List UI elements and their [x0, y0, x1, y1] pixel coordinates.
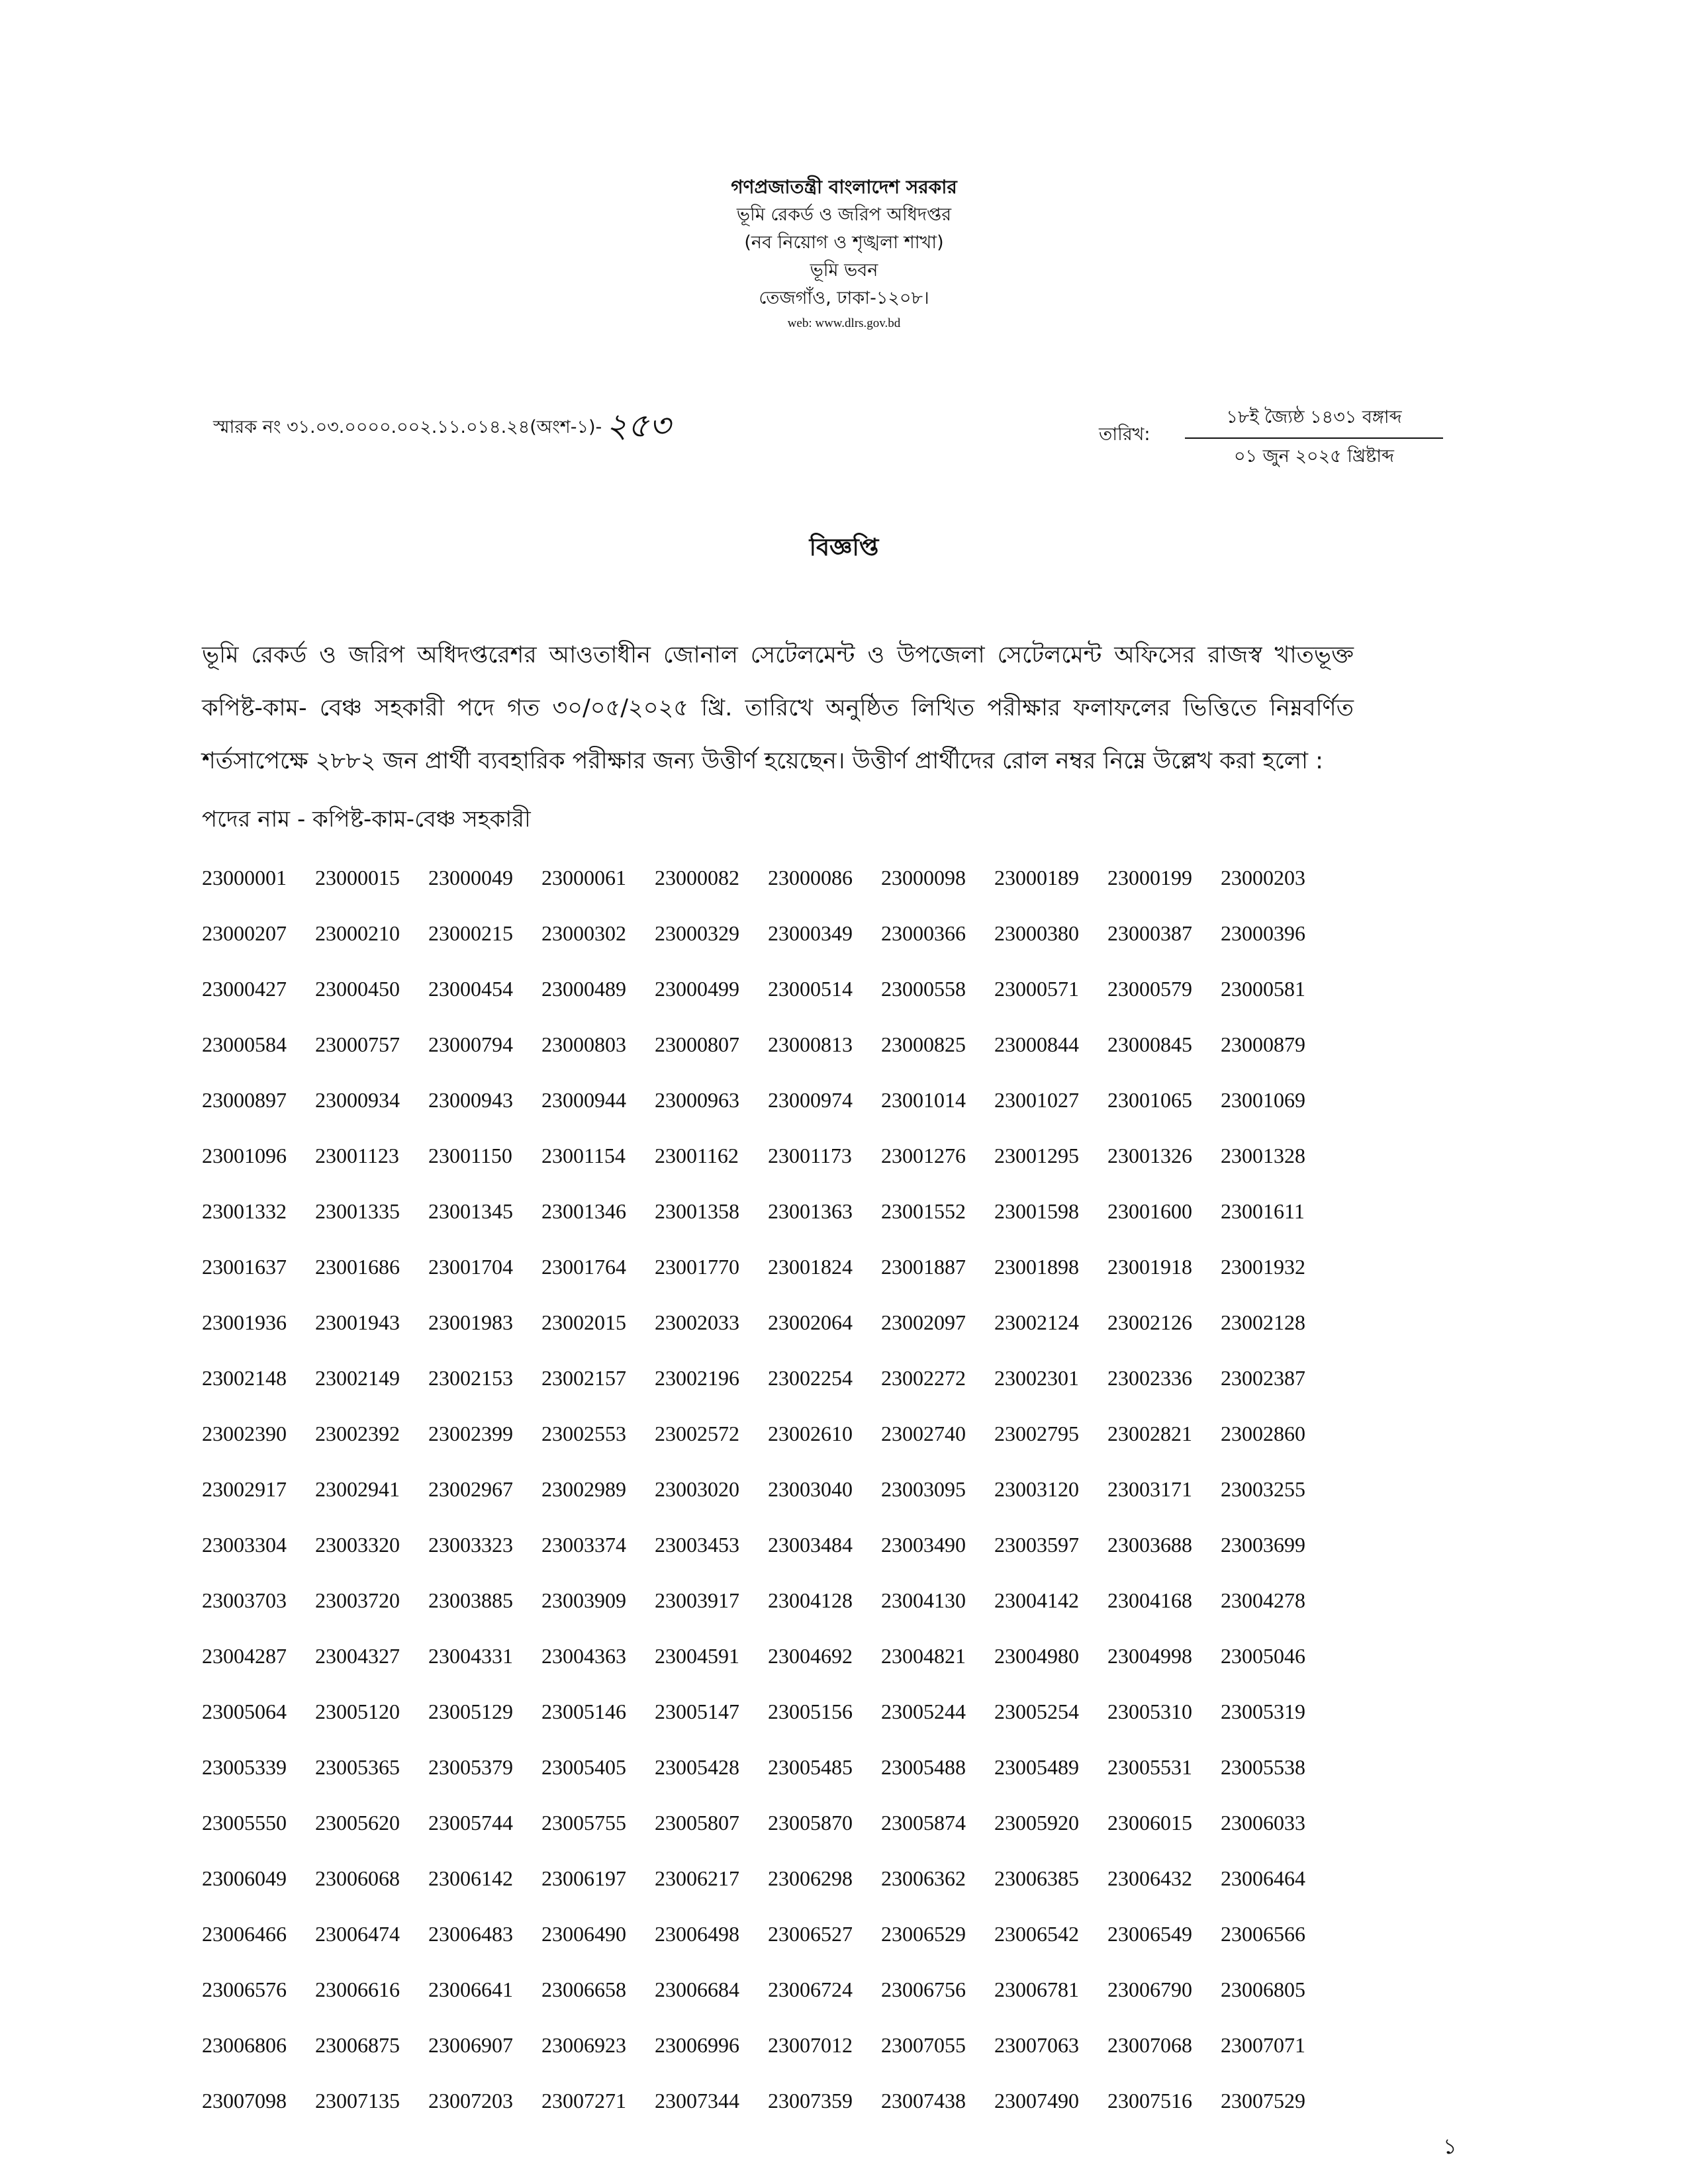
roll-number: 23000329 [655, 921, 739, 945]
roll-number: 23005488 [881, 1755, 966, 1779]
roll-number: 23003703 [202, 1588, 287, 1612]
roll-number: 23004980 [994, 1644, 1079, 1668]
roll-number: 23006684 [655, 1978, 739, 2001]
roll-number: 23006498 [655, 1922, 739, 1946]
roll-number: 23004130 [881, 1588, 966, 1612]
roll-number: 23001824 [768, 1255, 853, 1279]
roll-number: 23000380 [994, 921, 1079, 945]
roll-number: 23006474 [315, 1922, 400, 1946]
roll-number: 23000844 [994, 1032, 1079, 1056]
roll-number: 23007529 [1221, 2089, 1305, 2113]
roll-number: 23003255 [1221, 1477, 1305, 1501]
roll-number: 23002128 [1221, 1310, 1305, 1334]
roll-number: 23007012 [768, 2033, 853, 2057]
roll-number: 23002097 [881, 1310, 966, 1334]
roll-number: 23001150 [428, 1144, 512, 1167]
roll-number: 23002157 [541, 1366, 626, 1390]
roll-number: 23006529 [881, 1922, 966, 1946]
roll-number: 23002272 [881, 1366, 966, 1390]
roll-number: 23003490 [881, 1533, 966, 1557]
roll-number: 23000825 [881, 1032, 966, 1056]
roll-number: 23005489 [994, 1755, 1079, 1779]
roll-number: 23006996 [655, 2033, 739, 2057]
roll-number: 23006549 [1107, 1922, 1192, 1946]
roll-number: 23000049 [428, 866, 513, 889]
roll-number: 23001552 [881, 1199, 966, 1223]
roll-number: 23005870 [768, 1811, 853, 1835]
roll-number: 23004591 [655, 1644, 739, 1668]
roll-number: 23006806 [202, 2033, 287, 2057]
roll-number: 23006781 [994, 1978, 1079, 2001]
roll-number: 23002153 [428, 1366, 513, 1390]
roll-number: 23005319 [1221, 1700, 1305, 1723]
roll-number: 23003917 [655, 1588, 739, 1612]
roll-number: 23000098 [881, 866, 966, 889]
roll-number: 23001345 [428, 1199, 513, 1223]
roll-number: 23006217 [655, 1866, 739, 1890]
roll-number: 23002860 [1221, 1422, 1305, 1445]
roll-number: 23006576 [202, 1978, 287, 2001]
roll-number: 23000302 [541, 921, 626, 945]
roll-number: 23000061 [541, 866, 626, 889]
roll-number: 23003720 [315, 1588, 400, 1612]
roll-number: 23005365 [315, 1755, 400, 1779]
roll-number: 23000203 [1221, 866, 1305, 889]
roll-number: 23005405 [541, 1755, 626, 1779]
roll-number: 23000571 [994, 977, 1079, 1001]
roll-number: 23006875 [315, 2033, 400, 2057]
roll-number: 23002336 [1107, 1366, 1192, 1390]
roll-number: 23007344 [655, 2089, 739, 2113]
roll-number: 23007063 [994, 2033, 1079, 2057]
roll-number: 23006385 [994, 1866, 1079, 1890]
roll-number: 23000579 [1107, 977, 1192, 1001]
roll-number: 23000396 [1221, 921, 1305, 945]
roll-number: 23001611 [1221, 1199, 1305, 1223]
roll-number: 23002795 [994, 1422, 1079, 1445]
memo-number-text: স্মারক নং ৩১.০৩.০০০০.০০২.১১.০১৪.২৪(অংশ-১)- [213, 417, 602, 437]
roll-number: 23002390 [202, 1422, 287, 1445]
roll-number: 23002148 [202, 1366, 287, 1390]
branch-name: (নব নিয়োগ ও শৃঙ্খলা শাখা) [744, 232, 944, 253]
roll-number: 23004327 [315, 1644, 400, 1668]
roll-number-list [202, 866, 1340, 2144]
roll-number: 23002821 [1107, 1422, 1192, 1445]
roll-number: 23005485 [768, 1755, 853, 1779]
roll-number: 23000794 [428, 1032, 513, 1056]
roll-number: 23002064 [768, 1310, 853, 1334]
notice-body: ভূমি রেকর্ড ও জরিপ অধিদপ্তরেশর আওতাধীন জোনাল সেটেলমেন্ট ও উপজেলা সেটেলমেন্ট অফিসের রাজস্ব খাতভূক্ত কপিষ্ট-কাম- বেঞ্চ সহকারী পদে গত ৩০/০৫/২০২৫ খ্রি. তারিখে অনুষ্ঠিত লিখিত পরীক্ষার ফলাফলের ভিত্তিতে নিম্নবর্ণিত শর্তসাপেক্ষে ২৮৮২ জন প্রার্থী ব্যবহারিক পরীক্ষার জন্য উত্তীর্ণ হয়েছেন। উত্তীর্ণ প্রার্থীদের রোল নম্বর নিম্নে উল্লেখ করা হলো : [202, 642, 1354, 774]
roll-number: 23004278 [1221, 1588, 1305, 1612]
roll-number: 23001600 [1107, 1199, 1192, 1223]
roll-number: 23000215 [428, 921, 513, 945]
building-name: ভূমি ভবন [810, 260, 878, 281]
roll-number: 23000015 [315, 866, 400, 889]
roll-number: 23004128 [768, 1588, 853, 1612]
roll-number: 23005538 [1221, 1755, 1305, 1779]
roll-number: 23000450 [315, 977, 400, 1001]
roll-number: 23006805 [1221, 1978, 1305, 2001]
roll-number: 23006923 [541, 2033, 626, 2057]
roll-number: 23002572 [655, 1422, 739, 1445]
roll-number: 23000349 [768, 921, 853, 945]
roll-number: 23002553 [541, 1422, 626, 1445]
roll-number: 23005310 [1107, 1700, 1192, 1723]
roll-number: 23006527 [768, 1922, 853, 1946]
roll-number: 23007071 [1221, 2033, 1305, 2057]
roll-number: 23001346 [541, 1199, 626, 1223]
roll-number: 23004692 [768, 1644, 853, 1668]
roll-number: 23007068 [1107, 2033, 1192, 2057]
roll-number: 23006907 [428, 2033, 513, 2057]
roll-number: 23001358 [655, 1199, 739, 1223]
roll-number: 23004287 [202, 1644, 287, 1668]
roll-number: 23006466 [202, 1922, 287, 1946]
roll-number: 23004142 [994, 1588, 1079, 1612]
roll-number: 23000879 [1221, 1032, 1305, 1056]
roll-number: 23001898 [994, 1255, 1079, 1279]
roll-number: 23000454 [428, 977, 513, 1001]
roll-number: 23002149 [315, 1366, 400, 1390]
roll-number: 23003320 [315, 1533, 400, 1557]
roll-number: 23001704 [428, 1255, 513, 1279]
roll-number: 23003040 [768, 1477, 853, 1501]
roll-number: 23005874 [881, 1811, 966, 1835]
roll-number: 23006756 [881, 1978, 966, 2001]
department-name: ভূমি রেকর্ড ও জরিপ অধিদপ্তর [736, 205, 952, 225]
roll-number: 23002967 [428, 1477, 513, 1501]
roll-number: 23001069 [1221, 1088, 1305, 1112]
roll-number: 23006298 [768, 1866, 853, 1890]
roll-number: 23005920 [994, 1811, 1079, 1835]
roll-number: 23006566 [1221, 1922, 1305, 1946]
website: web: www.dlrs.gov.bd [787, 316, 901, 330]
roll-number: 23003323 [428, 1533, 513, 1557]
roll-number: 23001096 [202, 1144, 287, 1167]
roll-number: 23002387 [1221, 1366, 1305, 1390]
roll-number: 23007516 [1107, 2089, 1192, 2113]
roll-number: 23001887 [881, 1255, 966, 1279]
roll-number: 23005147 [655, 1700, 739, 1723]
roll-number: 23004363 [541, 1644, 626, 1668]
roll-number: 23000427 [202, 977, 287, 1001]
roll-number: 23001598 [994, 1199, 1079, 1223]
roll-number: 23004168 [1107, 1588, 1192, 1612]
roll-number: 23002254 [768, 1366, 853, 1390]
memo-number [213, 401, 671, 456]
roll-number: 23000207 [202, 921, 287, 945]
roll-number: 23000366 [881, 921, 966, 945]
roll-number: 23005244 [881, 1700, 966, 1723]
roll-number: 23003120 [994, 1477, 1079, 1501]
roll-number: 23000897 [202, 1088, 287, 1112]
roll-number: 23000934 [315, 1088, 400, 1112]
roll-number: 23006015 [1107, 1811, 1192, 1835]
roll-number: 23000845 [1107, 1032, 1192, 1056]
roll-number: 23001328 [1221, 1144, 1305, 1167]
roll-number: 23000082 [655, 866, 739, 889]
roll-number: 23000558 [881, 977, 966, 1001]
roll-number: 23003374 [541, 1533, 626, 1557]
roll-number: 23001764 [541, 1255, 626, 1279]
roll-number: 23002989 [541, 1477, 626, 1501]
roll-number: 23006432 [1107, 1866, 1192, 1890]
letterhead [0, 173, 1688, 335]
roll-number: 23002610 [768, 1422, 853, 1445]
roll-number: 23005120 [315, 1700, 400, 1723]
roll-number: 23001983 [428, 1310, 513, 1334]
roll-number: 23002392 [315, 1422, 400, 1445]
roll-number: 23000963 [655, 1088, 739, 1112]
date-values [1185, 404, 1443, 473]
roll-number: 23001637 [202, 1255, 287, 1279]
roll-number: 23001065 [1107, 1088, 1192, 1112]
date-gregorian: ০১ জুন ২০২৫ খ্রিষ্টাব্দ [1233, 446, 1395, 467]
roll-number: 23003304 [202, 1533, 287, 1557]
roll-number: 23001943 [315, 1310, 400, 1334]
roll-number: 23005379 [428, 1755, 513, 1779]
page-number: ১ [1443, 2134, 1457, 2159]
roll-number: 23006142 [428, 1866, 513, 1890]
roll-number: 23000803 [541, 1032, 626, 1056]
roll-number: 23002301 [994, 1366, 1079, 1390]
roll-number: 23000757 [315, 1032, 400, 1056]
roll-number: 23005129 [428, 1700, 513, 1723]
roll-number: 23001123 [315, 1144, 399, 1167]
roll-number: 23002196 [655, 1366, 739, 1390]
roll-number: 23007203 [428, 2089, 513, 2113]
roll-number: 23001332 [202, 1199, 287, 1223]
roll-number: 23000489 [541, 977, 626, 1001]
roll-number: 23002015 [541, 1310, 626, 1334]
roll-number: 23005156 [768, 1700, 853, 1723]
roll-number: 23000807 [655, 1032, 739, 1056]
roll-number: 23001014 [881, 1088, 966, 1112]
roll-number: 23007359 [768, 2089, 853, 2113]
roll-number: 23005550 [202, 1811, 287, 1835]
roll-number: 23001686 [315, 1255, 400, 1279]
office-address: তেজগাঁও, ঢাকা-১২০৮। [759, 288, 929, 308]
roll-number: 23001154 [541, 1144, 626, 1167]
roll-number: 23005046 [1221, 1644, 1305, 1668]
roll-number: 23006033 [1221, 1811, 1305, 1835]
roll-number: 23006790 [1107, 1978, 1192, 2001]
roll-number: 23006490 [541, 1922, 626, 1946]
roll-number: 23005531 [1107, 1755, 1192, 1779]
roll-number: 23003453 [655, 1533, 739, 1557]
roll-number: 23006068 [315, 1866, 400, 1890]
roll-number: 23003484 [768, 1533, 853, 1557]
roll-number: 23002033 [655, 1310, 739, 1334]
roll-number: 23001027 [994, 1088, 1079, 1112]
roll-number: 23006658 [541, 1978, 626, 2001]
roll-number: 23000944 [541, 1088, 626, 1112]
roll-number: 23002917 [202, 1477, 287, 1501]
roll-number: 23000813 [768, 1032, 853, 1056]
roll-number: 23000584 [202, 1032, 287, 1056]
roll-number: 23005755 [541, 1811, 626, 1835]
roll-number: 23006641 [428, 1978, 513, 2001]
roll-number: 23003020 [655, 1477, 739, 1501]
date-label: তারিখ: [1099, 424, 1150, 445]
roll-number: 23001326 [1107, 1144, 1192, 1167]
roll-number: 23003699 [1221, 1533, 1305, 1557]
roll-number: 23001335 [315, 1199, 400, 1223]
roll-number: 23002941 [315, 1477, 400, 1501]
roll-number: 23006362 [881, 1866, 966, 1890]
roll-number: 23000943 [428, 1088, 513, 1112]
roll-number: 23001770 [655, 1255, 739, 1279]
post-name: পদের নাম - কপিষ্ট-কাম-বেঞ্চ সহকারী [202, 806, 531, 833]
roll-number: 23002399 [428, 1422, 513, 1445]
roll-number: 23000581 [1221, 977, 1305, 1001]
roll-number: 23000514 [768, 977, 853, 1001]
roll-number: 23000001 [202, 866, 287, 889]
roll-number: 23006542 [994, 1922, 1079, 1946]
roll-number: 23006616 [315, 1978, 400, 2001]
roll-number: 23007490 [994, 2089, 1079, 2113]
roll-number: 23005807 [655, 1811, 739, 1835]
roll-number: 23003909 [541, 1588, 626, 1612]
roll-number: 23007098 [202, 2089, 287, 2113]
roll-number: 23007438 [881, 2089, 966, 2113]
roll-number: 23000210 [315, 921, 400, 945]
roll-number: 23006049 [202, 1866, 287, 1890]
roll-number: 23004821 [881, 1644, 966, 1668]
roll-number: 23005064 [202, 1700, 287, 1723]
roll-number: 23002740 [881, 1422, 966, 1445]
roll-number: 23001295 [994, 1144, 1079, 1167]
roll-number: 23001932 [1221, 1255, 1305, 1279]
roll-number: 23005254 [994, 1700, 1079, 1723]
roll-number: 23003095 [881, 1477, 966, 1501]
roll-number: 23000189 [994, 866, 1079, 889]
roll-number: 23001162 [655, 1144, 739, 1167]
roll-number: 23007055 [881, 2033, 966, 2057]
roll-number: 23004331 [428, 1644, 513, 1668]
handwritten-memo-number: ২৫৩ [606, 406, 671, 445]
roll-number: 23005339 [202, 1755, 287, 1779]
roll-number: 23001173 [768, 1144, 852, 1167]
roll-number: 23000974 [768, 1088, 853, 1112]
roll-number: 23007135 [315, 2089, 400, 2113]
roll-number: 23001918 [1107, 1255, 1192, 1279]
roll-number: 23001936 [202, 1310, 287, 1334]
roll-number: 23006724 [768, 1978, 853, 2001]
roll-number: 23002124 [994, 1310, 1079, 1334]
notice-title: বিজ্ঞপ্তি [809, 534, 879, 561]
roll-number: 23003171 [1107, 1477, 1192, 1501]
roll-number: 23001276 [881, 1144, 966, 1167]
date-bengali: ১৮ই জ্যৈষ্ঠ ১৪৩১ বঙ্গাব্দ [1185, 404, 1443, 439]
roll-number: 23000199 [1107, 866, 1192, 889]
roll-number: 23005428 [655, 1755, 739, 1779]
roll-number: 23007271 [541, 2089, 626, 2113]
roll-number: 23005146 [541, 1700, 626, 1723]
roll-number: 23000086 [768, 866, 853, 889]
roll-number: 23005744 [428, 1811, 513, 1835]
roll-number: 23003688 [1107, 1533, 1192, 1557]
roll-number: 23000387 [1107, 921, 1192, 945]
roll-number: 23001363 [768, 1199, 853, 1223]
roll-number: 23002126 [1107, 1310, 1192, 1334]
roll-number: 23006464 [1221, 1866, 1305, 1890]
roll-number: 23003597 [994, 1533, 1079, 1557]
roll-number: 23006197 [541, 1866, 626, 1890]
government-name: গণপ্রজাতন্ত্রী বাংলাদেশ সরকার [731, 176, 957, 198]
roll-number: 23000499 [655, 977, 739, 1001]
roll-number: 23005620 [315, 1811, 400, 1835]
roll-number: 23004998 [1107, 1644, 1192, 1668]
roll-number: 23006483 [428, 1922, 513, 1946]
roll-number: 23003885 [428, 1588, 513, 1612]
